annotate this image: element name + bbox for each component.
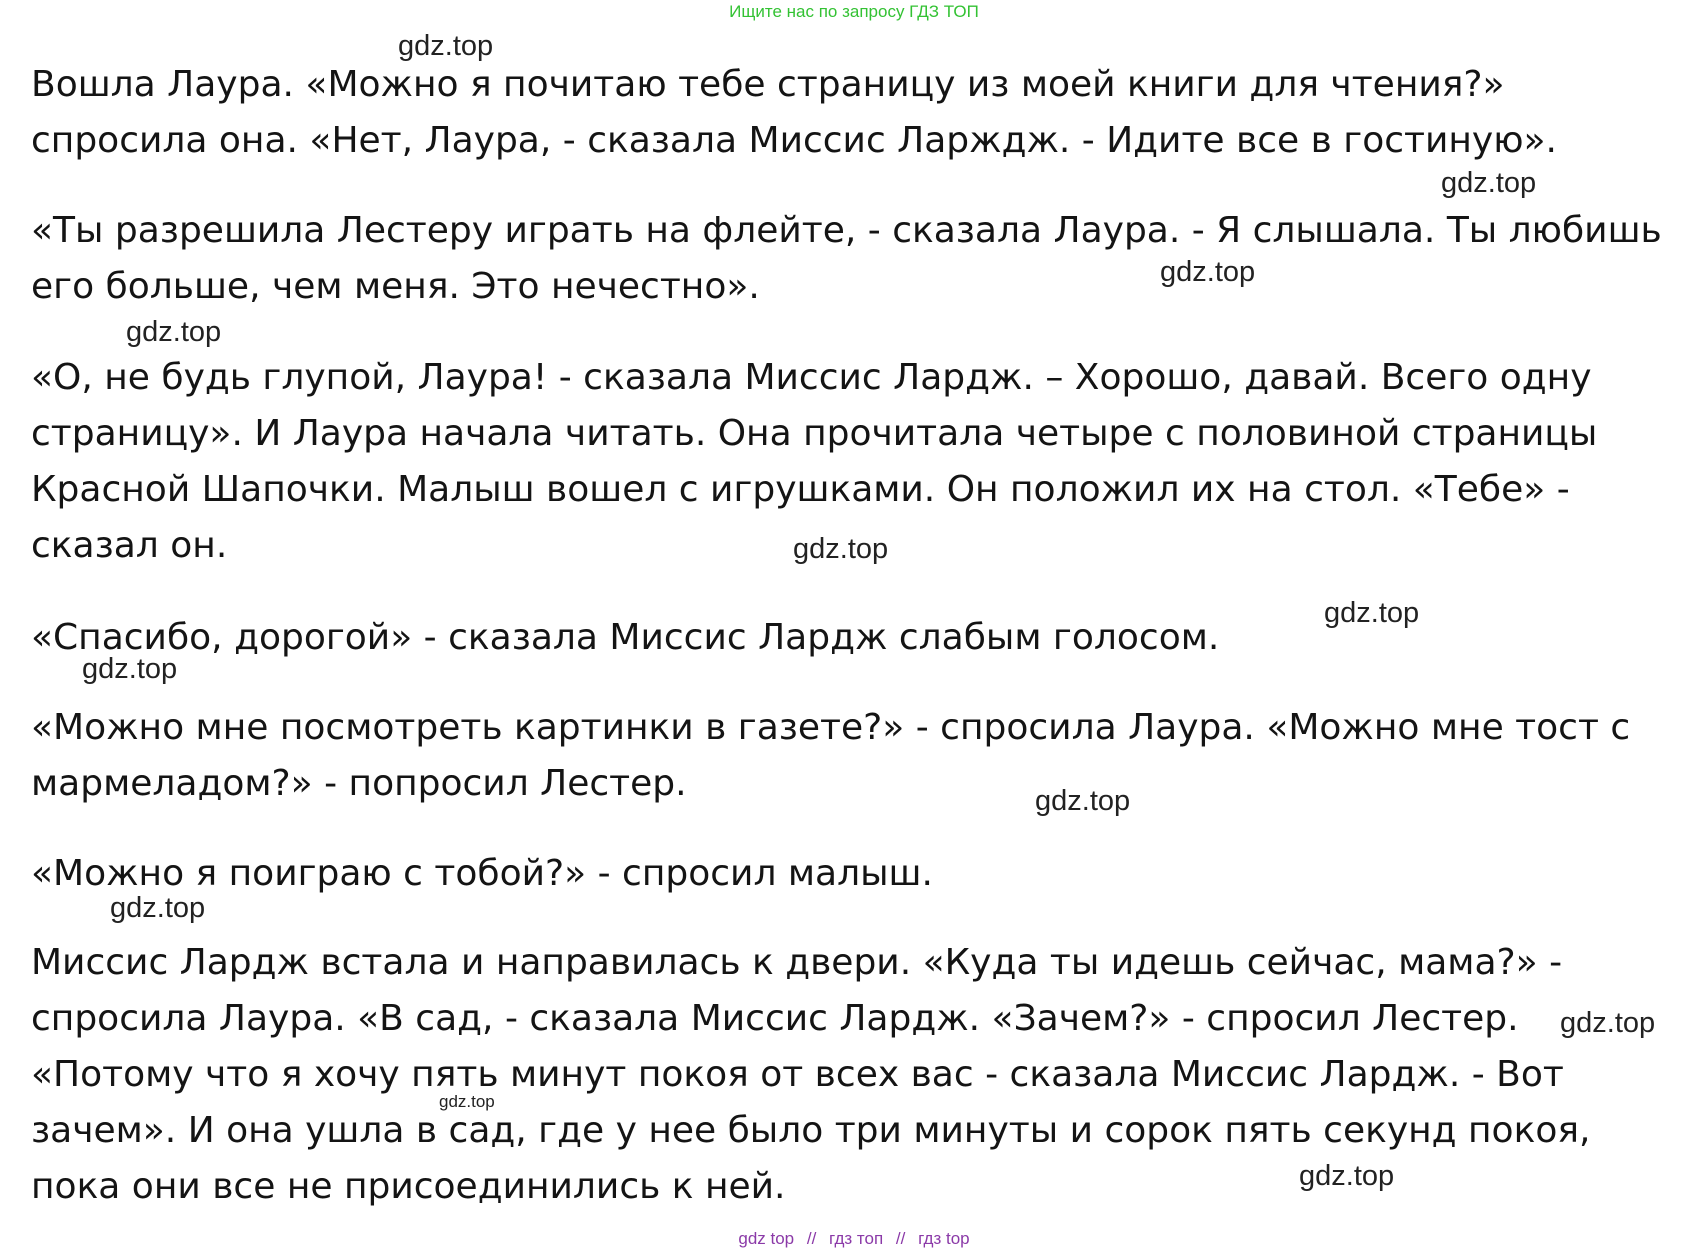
watermark: gdz.top <box>1441 167 1537 199</box>
text-line: его больше, чем меня. Это нечестно». <box>31 266 760 307</box>
text-line: сказал он. <box>31 525 228 566</box>
text-line: спросила она. «Нет, Лаура, - сказала Миссис Ларждж. - Идите все в гостиную». <box>31 120 1557 161</box>
watermark: gdz.top <box>110 892 206 924</box>
text-line: Миссис Лардж встала и направилась к двери. «Куда ты идешь сейчас, мама?» - <box>31 942 1563 983</box>
watermark: gdz.top <box>126 316 222 348</box>
watermark: gdz.top <box>82 653 178 685</box>
watermark: gdz.top <box>1035 785 1131 817</box>
text-line: зачем». И она ушла в сад, где у нее было три минуты и сорок пять секунд покоя, <box>31 1110 1591 1151</box>
text-line: «О, не будь глупой, Лаура! - сказала Миссис Лардж. – Хорошо, давай. Всего одну <box>31 357 1592 398</box>
top-banner: Ищите нас по запросу ГДЗ ТОП <box>729 2 979 21</box>
watermark: gdz.top <box>398 30 494 62</box>
footer-separator: // <box>806 1229 817 1248</box>
footer-item[interactable]: гдз топ <box>829 1229 884 1248</box>
paragraph-4 <box>31 610 1691 666</box>
text-line: страницу». И Лаура начала читать. Она прочитала четыре с половиной страницы <box>31 413 1598 454</box>
watermark: gdz.top <box>1299 1160 1395 1192</box>
watermark: gdz.top <box>793 533 889 565</box>
text-line: Вошла Лаура. «Можно я почитаю тебе страницу из моей книги для чтения?» <box>31 64 1505 105</box>
watermark: gdz.top <box>439 1092 495 1111</box>
text-line: спросила Лаура. «В сад, - сказала Миссис Лардж. «Зачем?» - спросил Лестер. <box>31 998 1519 1039</box>
paragraph-7 <box>31 935 1691 1215</box>
watermark: gdz.top <box>1560 1007 1656 1039</box>
text-line: «Можно мне посмотреть картинки в газете?» - спросила Лаура. «Можно мне тост с <box>31 707 1631 748</box>
text-line: Красной Шапочки. Малыш вошел с игрушками. Он положил их на стол. «Тебе» - <box>31 469 1570 510</box>
footer-links <box>0 1229 1708 1249</box>
watermark: gdz.top <box>1160 256 1256 288</box>
paragraph-6 <box>31 846 1691 902</box>
text-line: «Потому что я хочу пять минут покоя от всех вас - сказала Миссис Лардж. - Вот <box>31 1054 1564 1095</box>
watermark: gdz.top <box>1324 597 1420 629</box>
footer-item[interactable]: gdz top <box>738 1229 795 1248</box>
text-line: «Ты разрешила Лестеру играть на флейте, - сказала Лаура. - Я слышала. Ты любишь <box>31 210 1662 251</box>
footer-separator: // <box>895 1229 906 1248</box>
paragraph-1 <box>31 57 1691 169</box>
text-line: пока они все не присоединились к ней. <box>31 1166 786 1207</box>
text-line: мармеладом?» - попросил Лестер. <box>31 763 687 804</box>
footer-item[interactable]: гдз top <box>918 1229 970 1248</box>
text-line: «Можно я поиграю с тобой?» - спросил малыш. <box>31 853 933 894</box>
paragraph-5 <box>31 700 1691 812</box>
paragraph-2 <box>31 203 1691 315</box>
text-line: «Спасибо, дорогой» - сказала Миссис Лардж слабым голосом. <box>31 617 1220 658</box>
